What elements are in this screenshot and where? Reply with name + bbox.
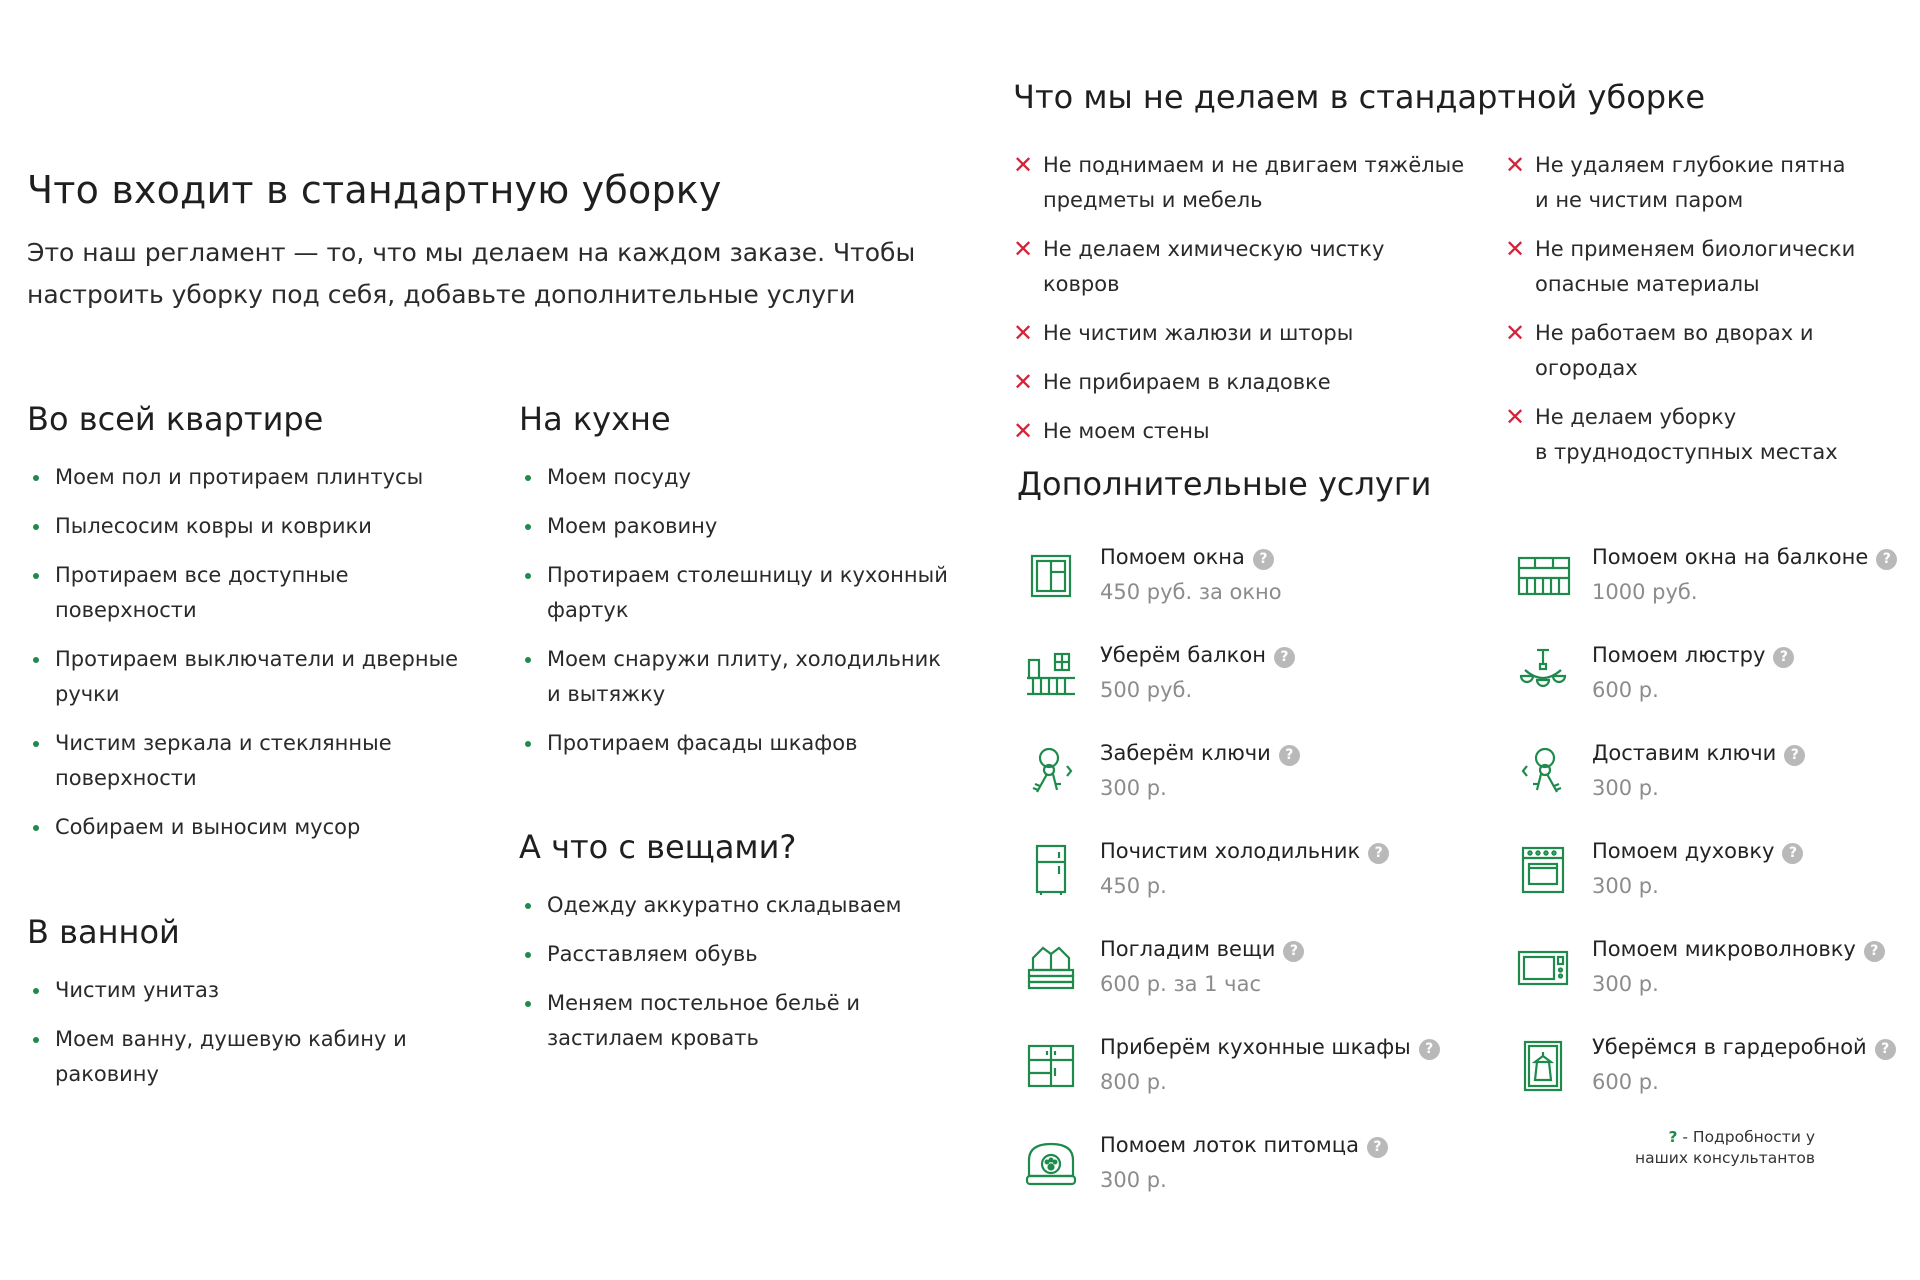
list-item: Протираем все доступные поверхности (27, 558, 467, 628)
chandelier-icon (1515, 646, 1571, 702)
pet-tray-icon (1023, 1136, 1079, 1192)
bullet-list (519, 460, 959, 761)
service-price: 300 р. (1592, 972, 1659, 996)
help-icon[interactable]: ? (1876, 549, 1897, 570)
help-note: ? - Подробности у наших консультантов (1634, 1128, 1815, 1167)
service-name: Помоем лоток питомца ? (1100, 1128, 1388, 1162)
service-name: Помоем духовку ? (1592, 834, 1803, 868)
service-name: Уберём балкон ? (1100, 638, 1295, 672)
section-title: На кухне (519, 400, 671, 438)
page-title: Что входит в стандартную уборку (27, 168, 722, 212)
ironing-icon (1023, 940, 1079, 996)
service-name: Помоем микроволновку ? (1592, 932, 1885, 966)
deliver-keys-icon (1515, 744, 1571, 800)
bullet-list (27, 973, 467, 1092)
wardrobe-icon (1515, 1038, 1571, 1094)
cross-icon: ✕ (1505, 403, 1526, 431)
list-item: ✕ Не удаляем глубокие пятна и не чистим паром (1505, 148, 1913, 218)
list-item: ✕ Не поднимаем и не двигаем тяжёлые предметы и мебель (1013, 148, 1464, 218)
service-name: Заберём ключи ? (1100, 736, 1300, 770)
service-item[interactable] (1505, 1030, 1920, 1110)
service-name: Почистим холодильник ? (1100, 834, 1389, 868)
list-item: Чистим зеркала и стеклянные поверхности (27, 726, 467, 796)
section-title: В ванной (27, 913, 180, 951)
service-price: 300 р. (1592, 776, 1659, 800)
bullet-list (519, 888, 969, 1056)
cross-icon: ✕ (1505, 319, 1526, 347)
list-item: ✕ Не чистим жалюзи и шторы (1013, 316, 1464, 351)
help-icon[interactable]: ? (1368, 843, 1389, 864)
list-item: ✕ Не делаем уборку в труднодоступных местах (1505, 400, 1913, 470)
help-icon[interactable]: ? (1875, 1039, 1896, 1060)
help-icon[interactable]: ? (1279, 745, 1300, 766)
list-item: Моем раковину (519, 509, 959, 544)
service-item[interactable] (1013, 540, 1443, 620)
service-price: 450 руб. за окно (1100, 580, 1282, 604)
window-icon (1023, 548, 1079, 604)
section-belongings (519, 828, 969, 1070)
section-kitchen (519, 400, 959, 775)
service-item[interactable] (1013, 1128, 1443, 1208)
list-item: Моем пол и протираем плинтусы (27, 460, 467, 495)
bullet-list (27, 460, 467, 845)
oven-icon (1515, 842, 1571, 898)
list-item: Протираем столешницу и кухонный фартук (519, 558, 959, 628)
kitchen-cabinet-icon (1023, 1038, 1079, 1094)
service-price: 500 руб. (1100, 678, 1193, 702)
not-included-column (1013, 148, 1464, 463)
service-name: Приберём кухонные шкафы ? (1100, 1030, 1440, 1064)
list-item: ✕ Не делаем химическую чистку ковров (1013, 232, 1464, 302)
help-icon[interactable]: ? (1782, 843, 1803, 864)
service-item[interactable] (1013, 1030, 1443, 1110)
section-title: Во всей квартире (27, 400, 324, 438)
not-included-title: Что мы не делаем в стандартной уборке (1013, 78, 1706, 116)
fridge-icon (1023, 842, 1079, 898)
help-icon[interactable]: ? (1274, 647, 1295, 668)
cross-icon: ✕ (1505, 151, 1526, 179)
service-name: Уберёмся в гардеробной ? (1592, 1030, 1896, 1064)
list-item: ✕ Не применяем биологически опасные материалы (1505, 232, 1913, 302)
service-item[interactable] (1013, 834, 1443, 914)
list-item: Моем ванну, душевую кабину и раковину (27, 1022, 467, 1092)
service-name: Погладим вещи ? (1100, 932, 1304, 966)
cross-icon: ✕ (1013, 368, 1034, 396)
list-item: Моем посуду (519, 460, 959, 495)
service-item[interactable] (1505, 736, 1920, 816)
section-whole-apartment (27, 400, 467, 859)
service-item[interactable] (1505, 834, 1920, 914)
list-item: Собираем и выносим мусор (27, 810, 467, 845)
list-item: Протираем выключатели и дверные ручки (27, 642, 467, 712)
service-name: Доставим ключи ? (1592, 736, 1805, 770)
service-price: 300 р. (1100, 776, 1167, 800)
pickup-keys-icon (1023, 744, 1079, 800)
help-icon[interactable]: ? (1367, 1137, 1388, 1158)
service-price: 300 р. (1592, 874, 1659, 898)
service-name: Помоем люстру ? (1592, 638, 1794, 672)
question-mark: ? (1668, 1128, 1678, 1146)
service-price: 1000 руб. (1592, 580, 1698, 604)
list-item: Моем снаружи плиту, холодильник и вытяжку (519, 642, 959, 712)
list-item: ✕ Не работаем во дворах и огородах (1505, 316, 1913, 386)
service-name: Помоем окна ? (1100, 540, 1274, 574)
service-item[interactable] (1505, 638, 1920, 718)
service-item[interactable] (1505, 540, 1920, 620)
section-title: А что с вещами? (519, 828, 797, 866)
cross-icon: ✕ (1505, 235, 1526, 263)
service-item[interactable] (1505, 932, 1920, 1012)
list-item: ✕ Не моем стены (1013, 414, 1464, 449)
help-icon[interactable]: ? (1253, 549, 1274, 570)
service-item[interactable] (1013, 932, 1443, 1012)
not-included-column (1505, 148, 1913, 484)
extra-services-title: Дополнительные услуги (1017, 465, 1432, 503)
service-item[interactable] (1013, 736, 1443, 816)
list-item: ✕ Не прибираем в кладовке (1013, 365, 1464, 400)
cross-icon: ✕ (1013, 235, 1034, 263)
list-item: Меняем постельное бельё и застилаем кровать (519, 986, 969, 1056)
service-price: 600 р. за 1 час (1100, 972, 1262, 996)
balcony-icon (1023, 646, 1079, 702)
service-price: 600 р. (1592, 678, 1659, 702)
microwave-icon (1515, 940, 1571, 996)
balcony-window-icon (1515, 548, 1571, 604)
cross-icon: ✕ (1013, 319, 1034, 347)
intro-text: Это наш регламент — то, что мы делаем на каждом заказе. Чтобы настроить уборку под себя, добавьте дополнительные услуги (27, 238, 916, 309)
service-name: Помоем окна на балконе ? (1592, 540, 1897, 574)
list-item: Пылесосим ковры и коврики (27, 509, 467, 544)
service-price: 300 р. (1100, 1168, 1167, 1192)
list-item: Расставляем обувь (519, 937, 969, 972)
help-icon[interactable]: ? (1784, 745, 1805, 766)
help-icon[interactable]: ? (1864, 941, 1885, 962)
list-item: Протираем фасады шкафов (519, 726, 959, 761)
list-item: Чистим унитаз (27, 973, 467, 1008)
cross-icon: ✕ (1013, 151, 1034, 179)
service-price: 800 р. (1100, 1070, 1167, 1094)
list-item: Одежду аккуратно складываем (519, 888, 969, 923)
help-icon[interactable]: ? (1283, 941, 1304, 962)
cross-icon: ✕ (1013, 417, 1034, 445)
help-icon[interactable]: ? (1419, 1039, 1440, 1060)
service-item[interactable] (1013, 638, 1443, 718)
service-price: 600 р. (1592, 1070, 1659, 1094)
section-bathroom (27, 913, 467, 1106)
help-icon[interactable]: ? (1773, 647, 1794, 668)
service-price: 450 р. (1100, 874, 1167, 898)
